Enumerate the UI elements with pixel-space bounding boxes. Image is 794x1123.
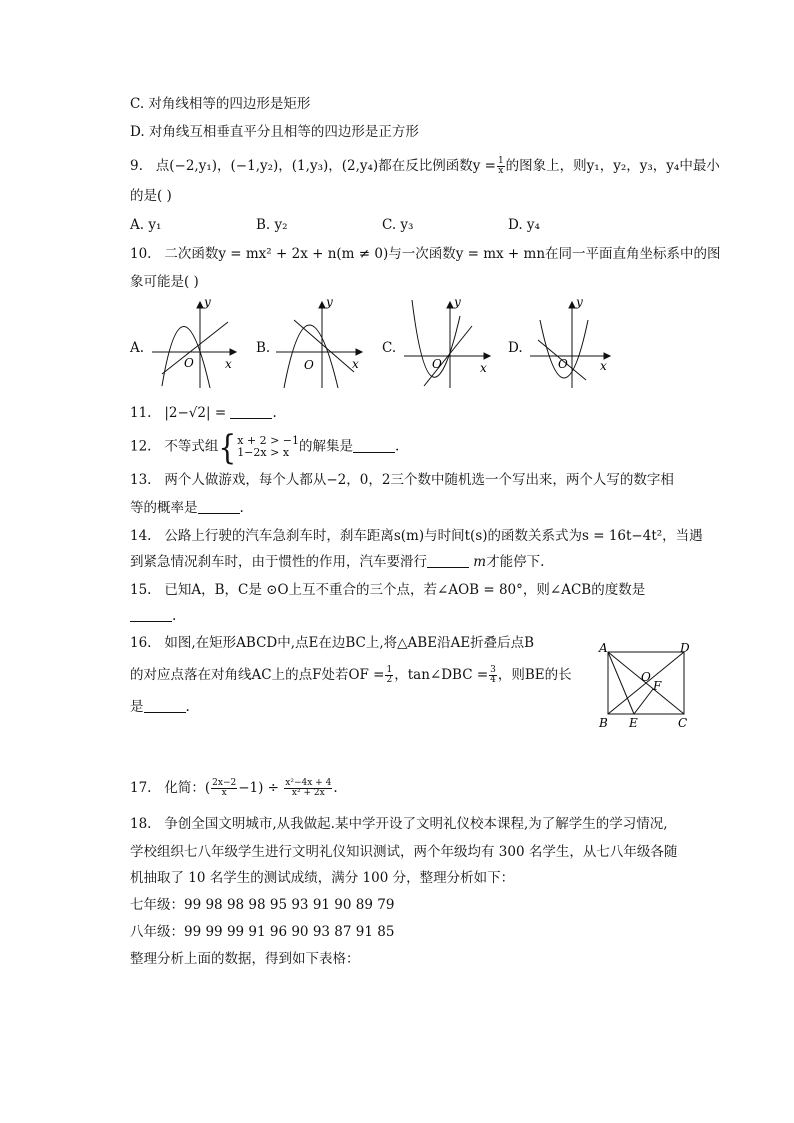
q13-stem — [130, 470, 674, 490]
q11-answer-blank[interactable] — [230, 404, 272, 419]
q16-answer-blank[interactable] — [144, 698, 186, 713]
point-o-label: O — [641, 670, 651, 684]
q9-fraction — [497, 157, 505, 176]
point-f-label: F — [653, 679, 662, 693]
vertex-b-label: B — [599, 716, 608, 730]
q14-number: 14. — [130, 528, 152, 544]
y-arrow-icon — [319, 302, 325, 308]
q9-option-b: B. y₂ — [256, 217, 288, 233]
q13-answer-blank[interactable] — [198, 499, 240, 514]
x-arrow-icon — [484, 353, 490, 359]
vertex-d-label: D — [680, 641, 690, 655]
q16-text-2a: 的对应点落在对角线AC上的点F处若OF = — [130, 667, 385, 683]
q13-stem-cont — [130, 498, 244, 518]
q14-stem — [130, 526, 703, 546]
q12 — [130, 427, 400, 467]
q16-tan-den: 4 — [490, 675, 496, 685]
q12-answer-blank[interactable] — [353, 438, 395, 453]
q18-text-1: 争创全国文明城市,从我做起.某中学开设了文明礼仪校本课程,为了解学生的学习情况, — [164, 816, 668, 832]
q12-row-2: 1−2x > x — [237, 446, 290, 459]
q15-number: 15. — [130, 582, 152, 598]
q10-stem — [130, 244, 721, 264]
q16-figure-rectangle — [596, 640, 700, 732]
x-arrow-icon — [356, 349, 362, 355]
origin-label: O — [558, 357, 568, 371]
q18-grade7-scores: 七年级：99 98 98 98 95 93 91 90 89 79 — [130, 897, 395, 913]
q12-tail: . — [395, 438, 400, 455]
y-axis-label: y — [326, 296, 333, 309]
q10-stem-cont: 象可能是( ) — [130, 274, 199, 290]
vertex-a-label: A — [599, 641, 608, 655]
q14-text-3: 才能停下. — [486, 554, 545, 570]
fold-line-ae — [608, 652, 634, 714]
q9-frac-num: 1 — [497, 156, 504, 166]
q11-tail: . — [272, 405, 277, 421]
q17-f2-num: x²−4x + 4 — [285, 778, 332, 788]
q16-stem-cont — [130, 665, 572, 685]
q18-stem — [130, 814, 668, 834]
q17-fraction-2 — [284, 779, 332, 798]
q12-post: 的解集是 — [299, 438, 354, 455]
x-axis-label: x — [600, 359, 607, 373]
point-e-label: E — [629, 716, 638, 730]
q9-frac-den: x — [498, 166, 504, 176]
q17-f2-den: x² + 2x — [291, 788, 325, 798]
q16-text-1: 如图,在矩形ABCD中,点E在边BC上,将△ABE沿AE折叠后点B — [164, 635, 535, 651]
q16-text-3: 是 — [130, 699, 144, 715]
q11 — [130, 403, 277, 423]
q17-tail: . — [333, 780, 338, 796]
q16-tail: . — [185, 699, 190, 715]
x-axis-label: x — [352, 357, 359, 371]
q9-text-1: 点(−2,y₁)，(−1,y₂)，(1,y₃)，(2,y₄)都在反比例函数y = — [155, 158, 496, 174]
vertex-c-label: C — [678, 716, 688, 730]
q9-stem — [130, 156, 720, 176]
q17-pre: 化简：( — [164, 780, 211, 796]
q16-text-2c: ，则BE的长 — [497, 667, 572, 683]
q13-number: 13. — [130, 472, 152, 488]
q16-tan-fraction — [489, 666, 497, 685]
y-arrow-icon — [447, 302, 453, 308]
q15-tail: . — [172, 608, 177, 624]
q15-answer-blank[interactable] — [130, 607, 172, 622]
q10-graph-d — [526, 296, 626, 392]
q12-pre: 不等式组 — [164, 438, 219, 455]
q12-system — [237, 435, 299, 459]
q17-f1-num: 2x−2 — [212, 778, 237, 788]
q9-option-d: D. y₄ — [508, 217, 540, 233]
q10-number: 10. — [130, 246, 152, 262]
q16-of-num: 1 — [386, 665, 393, 675]
q10-label-d: D. — [508, 340, 523, 356]
q10-text-1: 二次函数y = mx² + 2x + n(m ≠ 0)与一次函数y = mx + mn在同一平面直角坐标系中的图 — [164, 246, 721, 262]
origin-label: O — [184, 356, 194, 370]
q16-stem — [130, 633, 534, 653]
origin-label: O — [304, 358, 314, 372]
q15-text-1: 已知A，B，C是 ⊙O上互不重合的三个点，若∠AOB = 80°，则∠ACB的度数是 — [164, 582, 646, 598]
q14-answer-blank[interactable] — [427, 553, 469, 568]
y-arrow-icon — [569, 302, 575, 308]
q9-text-2: 的图象上，则y₁，y₂，y₃，y₄中最小 — [505, 158, 720, 174]
q13-text-2: 等的概率是 — [130, 500, 198, 516]
q17-f1-den: x — [221, 788, 227, 798]
q15-stem-cont — [130, 606, 176, 626]
q10-label-b: B. — [256, 340, 271, 356]
q11-text: |2−√2| = — [164, 405, 227, 421]
q18-number: 18. — [130, 816, 152, 832]
q17-fraction-1 — [211, 779, 237, 798]
q8-option-c: C. 对角线相等的四边形是矩形 — [130, 96, 311, 112]
q14-text-2: 到紧急情况刹车时，由于惯性的作用，汽车要滑行 — [130, 554, 427, 570]
x-axis-label: x — [225, 357, 232, 371]
q14-text-1: 公路上行驶的汽车急刹车时，刹车距离s(m)与时间t(s)的函数关系式为s = 16t−4t²，当遇 — [164, 528, 703, 544]
q18-text-3: 机抽取了 10 名学生的测试成绩，满分 100 分，整理分析如下： — [130, 870, 515, 886]
q14-stem-cont — [130, 552, 544, 572]
q8-option-d: D. 对角线互相垂直平分且相等的四边形是正方形 — [130, 124, 419, 140]
q16-tan-num: 3 — [490, 665, 496, 675]
y-arrow-icon — [197, 302, 203, 308]
q13-text-1: 两个人做游戏，每个人都从−2，0，2三个数中随机选一个写出来，两个人写的数字相 — [164, 472, 674, 488]
q18-text-4: 整理分析上面的数据，得到如下表格： — [130, 951, 360, 967]
y-axis-label: y — [454, 296, 461, 309]
q17-mid: −1) ÷ — [238, 780, 279, 796]
straight-line — [162, 322, 228, 374]
x-axis-label: x — [480, 361, 487, 375]
q16-of-fraction — [385, 666, 393, 685]
y-axis-label: y — [204, 296, 211, 309]
q17-number: 17. — [130, 780, 152, 796]
q16-text-2b: ，tan∠DBC = — [394, 667, 489, 683]
brace-icon: { — [218, 427, 237, 467]
q9-option-a: A. y₁ — [130, 217, 162, 233]
segment-ef — [634, 689, 653, 714]
straight-line — [294, 320, 354, 372]
q10-graph-b — [272, 296, 372, 392]
q9-option-c: C. y₃ — [382, 217, 414, 233]
q10-label-a: A. — [130, 340, 145, 356]
q10-graph-a — [148, 296, 248, 392]
q14-unit: m — [473, 554, 487, 570]
q16-number: 16. — [130, 635, 152, 651]
q16-of-den: 2 — [386, 675, 393, 685]
y-axis-label: y — [576, 296, 583, 309]
q9-stem-cont: 的是( ) — [130, 188, 172, 204]
origin-label: O — [432, 357, 442, 371]
q12-row-1: x + 2 > −1 — [237, 434, 300, 447]
q11-number: 11. — [130, 405, 152, 421]
q16-stem-cont-2 — [130, 697, 190, 717]
q12-number: 12. — [130, 438, 152, 455]
q17 — [130, 778, 338, 798]
q9-number: 9. — [130, 158, 143, 174]
x-arrow-icon — [230, 349, 236, 355]
q15-stem — [130, 580, 645, 600]
q13-tail: . — [239, 500, 244, 516]
q10-graph-c — [400, 296, 500, 392]
q18-text-2: 学校组织七八年级学生进行文明礼仪知识测试，两个年级均有 300 名学生，从七八年级各随 — [130, 844, 678, 860]
q18-grade8-scores: 八年级：99 99 99 91 96 90 93 87 91 85 — [130, 924, 395, 940]
q10-label-c: C. — [382, 340, 397, 356]
